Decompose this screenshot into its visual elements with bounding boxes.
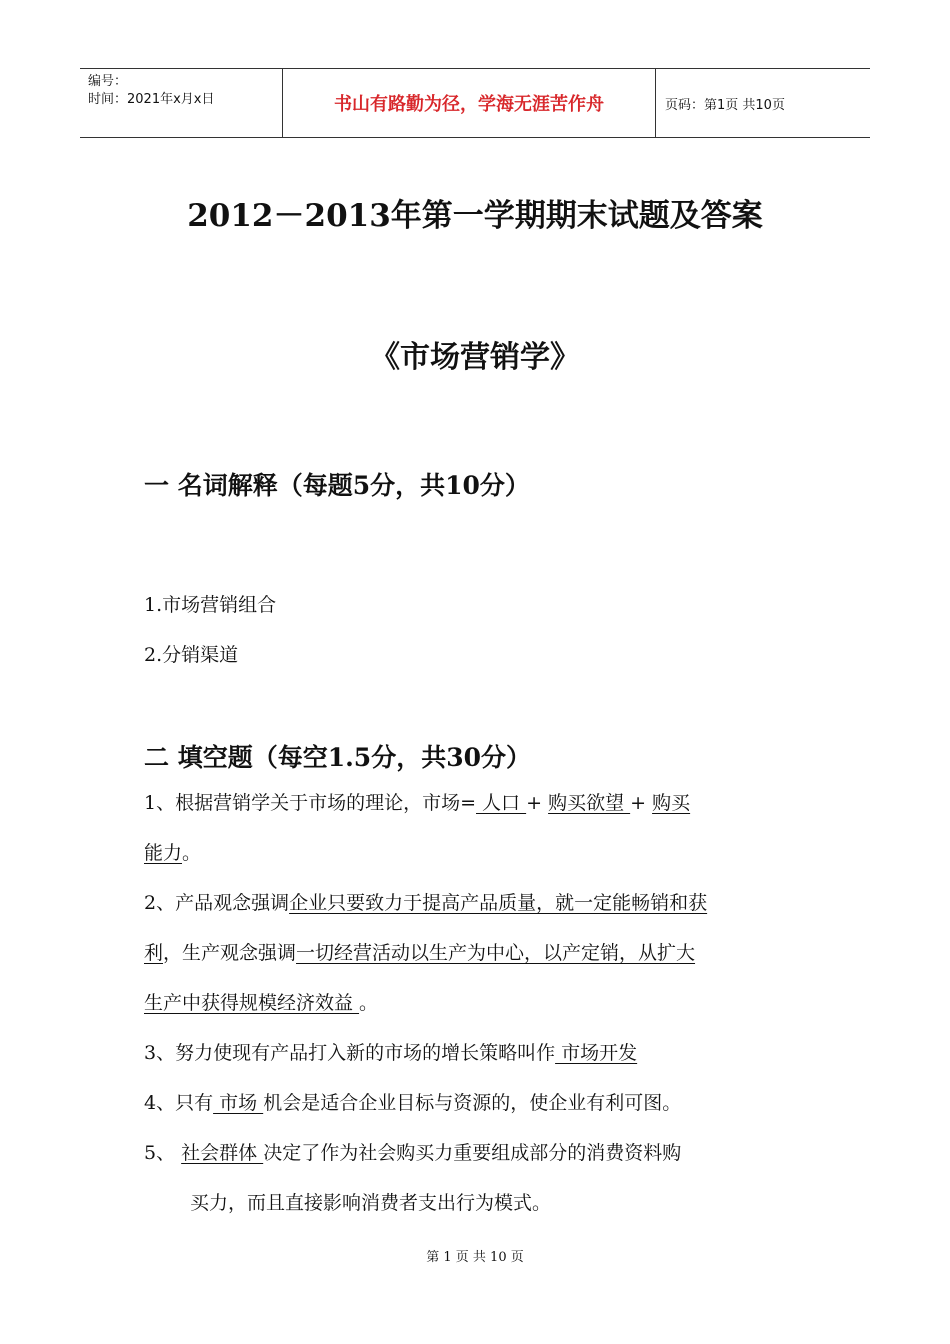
q1-answer-1: 人口 [476, 792, 527, 814]
question-2-cont2 [144, 990, 378, 1016]
header-meta [88, 73, 214, 109]
q2-answer-1-cont: 利 [144, 942, 164, 964]
q2-text: 2、产品观念强调 [144, 892, 290, 914]
q1-text: 1、根据营销学关于市场的理论，市场= [144, 792, 477, 814]
question-1 [144, 790, 690, 816]
q3-answer: 市场开发 [555, 1042, 638, 1064]
q5-text: 5、 [144, 1142, 182, 1164]
q3-text: 3、努力使现有产品打入新的市场的增长策略叫作 [144, 1042, 556, 1064]
section1-heading: 一 名词解释（每题5分，共10分） [144, 471, 530, 500]
q2-answer-1: 企业只要致力于提高产品质量，就一定能畅销和获 [289, 892, 708, 914]
q1-end: 。 [182, 842, 202, 864]
header-time: 时间：2021年x月x日 [88, 92, 215, 107]
q1-answer-3-cont: 能力 [144, 842, 183, 864]
q1-plus: + [526, 792, 549, 814]
header-divider [655, 69, 656, 137]
q2-answer-2-cont: 生产中获得规模经济效益 [144, 992, 360, 1014]
question-5 [144, 1140, 681, 1166]
q1-answer-3: 购买 [652, 792, 691, 814]
page-footer [0, 1246, 950, 1265]
page-title-text: 2012－2013年第一学期期末试题及答案 [187, 198, 763, 234]
q1-plus: + [630, 792, 653, 814]
q4-text: 4、只有 [144, 1092, 214, 1114]
page-footer-text: 第 1 页 共 10 页 [426, 1250, 524, 1265]
question-5-cont: 买力，而且直接影响消费者支出行为模式。 [190, 1192, 552, 1214]
q4-text-2: 机会是适合企业目标与资源的，使企业有利可图。 [263, 1092, 682, 1114]
q1-answer-2: 购买欲望 [548, 792, 631, 814]
question-3 [144, 1040, 637, 1066]
page-title [0, 190, 950, 235]
q5-text-2: 决定了作为社会购买力重要组成部分的消费资料购 [263, 1142, 682, 1164]
section2-heading: 二 填空题（每空1.5分，共30分） [144, 743, 531, 772]
q2-answer-2: 一切经营活动以生产为中心，以产定销，从扩大 [296, 942, 696, 964]
section1-item: 1.市场营销组合 [144, 594, 277, 616]
question-1-cont [144, 840, 201, 866]
page-subtitle-text: 《市场营销学》 [370, 340, 580, 375]
q4-answer: 市场 [213, 1092, 264, 1114]
q2-end: 。 [359, 992, 379, 1014]
page-subtitle [0, 332, 950, 376]
header-number: 编号： [88, 74, 128, 89]
question-4 [144, 1090, 681, 1116]
question-2-cont [144, 940, 695, 966]
q2-text-2: ，生产观念强调 [163, 942, 297, 964]
question-2 [144, 890, 707, 916]
q5-answer: 社会群体 [181, 1142, 264, 1164]
header-motto: 书山有路勤为径，学海无涯苦作舟 [334, 94, 604, 115]
document-header [80, 68, 870, 138]
section1-item: 2.分销渠道 [144, 644, 239, 666]
header-page-info: 页码：第1页 共10页 [665, 97, 785, 113]
